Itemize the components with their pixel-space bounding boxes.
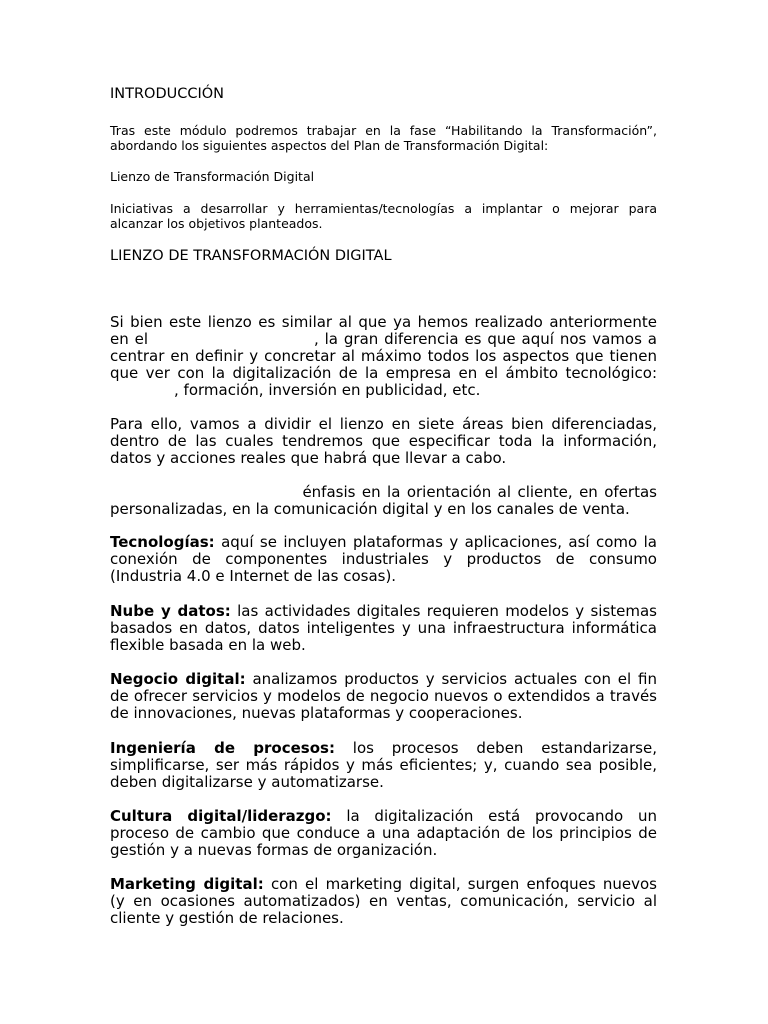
area-cultura-digital: [110, 808, 657, 859]
area-text: la digitalización está provocando un proceso de cambio que conduce a una adaptación de los principios de gestión y a nuevas formas de organización.: [110, 807, 657, 859]
area-term: Marketing digital:: [110, 875, 264, 893]
area-nube-datos: [110, 603, 657, 654]
lienzo-paragraph-1-part-c: , formación, inversión en publicidad, etc.: [174, 381, 481, 399]
lienzo-paragraph-1-part-b: , la gran diferencia es que aquí nos vamos a centrar en definir y concretar al máximo todos los aspectos que tienen que ver con la digitalización de la empresa en el ámbito tecnológico:: [110, 330, 657, 382]
area-ingenieria-procesos: [110, 740, 657, 791]
area-term: Negocio digital:: [110, 670, 246, 688]
intro-paragraph: Tras este módulo podremos trabajar en la fase “Habilitando la Transformación”, abordando los siguientes aspectos del Plan de Transformación Digital:: [110, 123, 657, 153]
lienzo-paragraph-1: [110, 314, 657, 399]
area-tecnologias: [110, 534, 657, 585]
area-text: las actividades digitales requieren modelos y sistemas basados en datos, datos inteligentes y una infraestructura informática flexible basada en la web.: [110, 602, 657, 654]
intro-item-lienzo: Lienzo de Transformación Digital: [110, 169, 315, 184]
intro-title: INTRODUCCIÓN: [110, 86, 225, 102]
area-negocio-digital: [110, 671, 657, 722]
area-text: los procesos deben estandarizarse, simplificarse, ser más rápidos y más eficientes; y, cuando sea posible, deben digitalizarse y automatizarse.: [110, 739, 657, 791]
lienzo-paragraph-3-text: énfasis en la orientación al cliente, en ofertas personalizadas, en la comunicación digital y en los canales de venta.: [110, 483, 657, 518]
area-term: Tecnologías:: [110, 533, 215, 551]
lienzo-paragraph-3: [110, 484, 657, 518]
area-marketing-digital: [110, 876, 657, 927]
area-text: con el marketing digital, surgen enfoques nuevos (y en ocasiones automatizados) en ventas, comunicación, servicio al cliente y gestión de relaciones.: [110, 875, 657, 927]
lienzo-paragraph-2: Para ello, vamos a dividir el lienzo en siete áreas bien diferenciadas, dentro de las cuales tendremos que especificar toda la información, datos y acciones reales que habrá que llevar a cabo.: [110, 415, 657, 467]
area-term: Ingeniería de procesos:: [110, 739, 335, 757]
lienzo-title: LIENZO DE TRANSFORMACIÓN DIGITAL: [110, 248, 392, 264]
lienzo-paragraph-1-part-a: Si bien este lienzo es similar al que ya hemos realizado anteriormente en el: [110, 313, 657, 348]
area-term: Nube y datos:: [110, 602, 231, 620]
area-term: Cultura digital/liderazgo:: [110, 807, 332, 825]
area-text: analizamos productos y servicios actuales con el fin de ofrecer servicios y modelos de negocio nuevos o extendidos a través de innovaciones, nuevas plataformas y cooperaciones.: [110, 670, 657, 722]
area-text: aquí se incluyen plataformas y aplicaciones, así como la conexión de componentes industriales y productos de consumo (Industria 4.0 e Internet de las cosas).: [110, 533, 657, 585]
intro-item-iniciativas: Iniciativas a desarrollar y herramientas/tecnologías a implantar o mejorar para alcanzar los objetivos planteados.: [110, 201, 657, 231]
